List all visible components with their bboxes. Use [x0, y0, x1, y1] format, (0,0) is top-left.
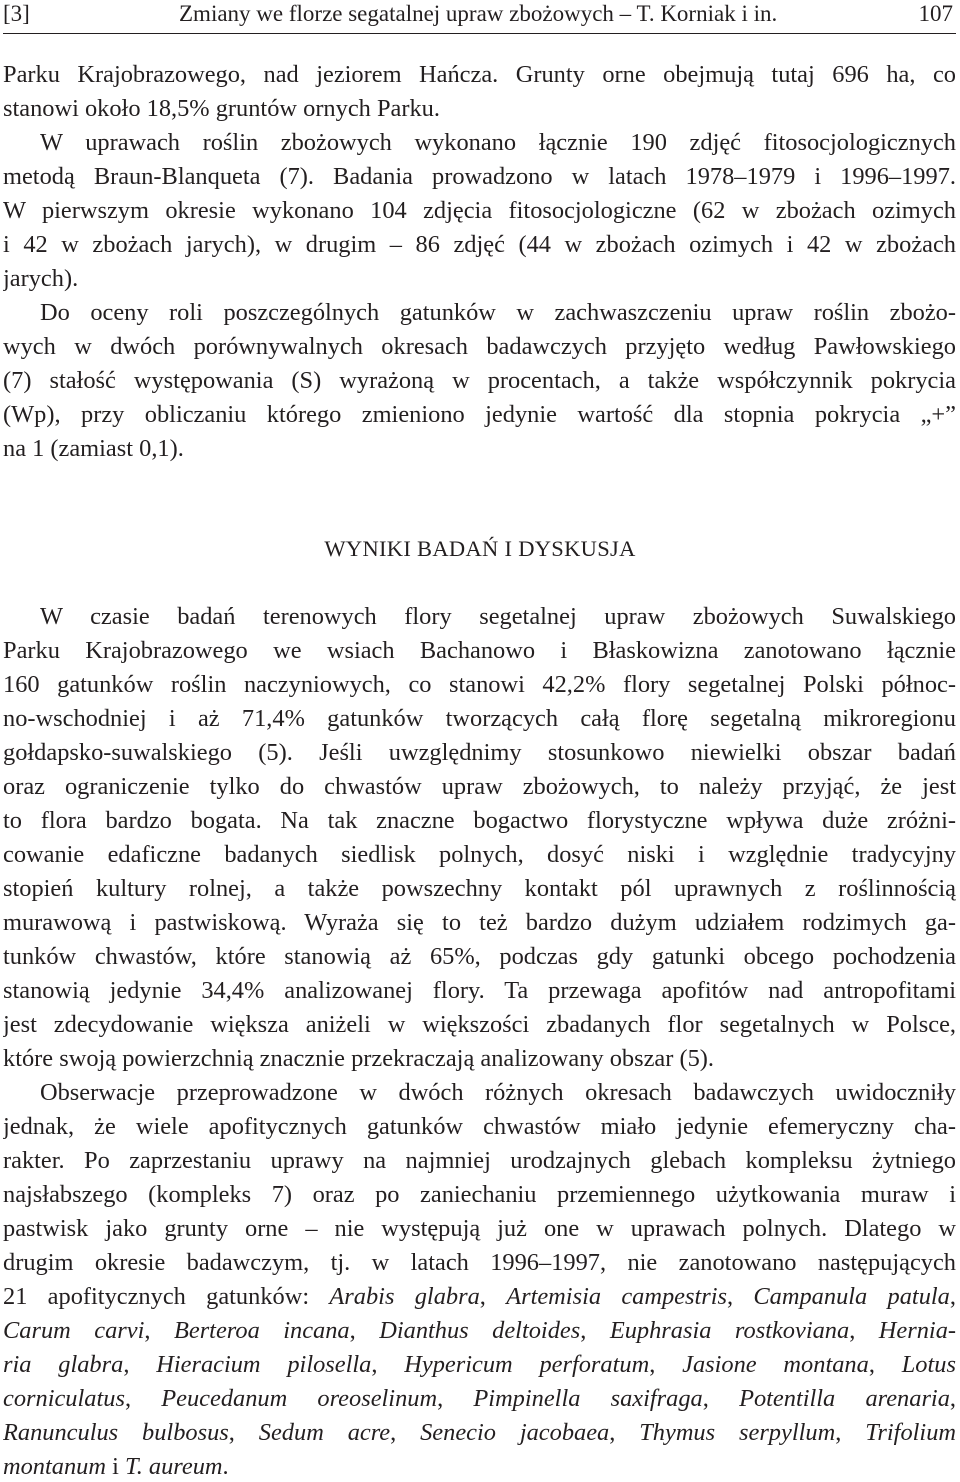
section-heading: WYNIKI BADAŃ I DYSKUSJA [324, 536, 636, 561]
species-line: ria glabra, Hieracium pilosella, Hypericum perforatum, Jasione montana, Lotus [3, 1351, 956, 1378]
text-line: Do oceny roli poszczególnych gatunków w zachwaszczeniu upraw roślin zbożo- [40, 299, 956, 326]
text-line: cowanie edaficzne badanych siedlisk polnych, dosyć niski i względnie tradycyjny [3, 841, 956, 868]
text-line: jednak, że wiele apofitycznych gatunków chwastów miało jedynie efemeryczny cha- [3, 1113, 956, 1140]
species-name: Hypericum perforatum [404, 1351, 650, 1378]
species-name: corniculatus [3, 1385, 125, 1412]
text-line: i 42 w zbożach jarych), w drugim – 86 zdjęć (44 w zbożach ozimych i 42 w zbożach [3, 231, 956, 258]
text-line: (Wp), przy obliczaniu którego zmieniono jedynie wartość dla stopnia pokrycia „+” [3, 401, 956, 428]
text-line: Parku Krajobrazowego, nad jeziorem Hańcza. Grunty orne obejmują tutaj 696 ha, co [3, 61, 956, 88]
species-name: Hernia- [878, 1317, 956, 1344]
species-name: Senecio jacobaea [420, 1419, 610, 1446]
text-line: które swoją powierzchnią znacznie przekraczają analizowany obszar (5). [3, 1045, 715, 1072]
species-name: Campanula patula [753, 1283, 950, 1310]
text-line: W pierwszym okresie wykonano 104 zdjęcia fitosocjologiczne (62 w zbożach ozimych [3, 197, 956, 224]
text-line: (7) stałość występowania (S) wyrażoną w procentach, a także współczynnik pokrycia [3, 367, 956, 394]
species-line: corniculatus, Peucedanum oreoselinum, Pimpinella saxifraga, Potentilla arenaria, [3, 1385, 956, 1412]
species-name: Pimpinella saxifraga [473, 1385, 703, 1412]
species-name: Lotus [901, 1351, 956, 1378]
text-line: murawową i pastwiskową. Wyraża się to też bardzo dużym udziałem rodzimych ga- [3, 909, 956, 936]
running-header [3, 0, 956, 34]
text-line: gołdapsko-suwalskiego (5). Jeśli uwzględnimy stosunkowo niewielki obszar badań [3, 739, 956, 766]
species-intro: 21 apofitycznych gatunków: [3, 1283, 330, 1310]
species-name: Trifolium [865, 1419, 956, 1446]
species-line: Carum carvi, Berteroa incana, Dianthus deltoides, Euphrasia rostkoviana, Hernia- [3, 1317, 956, 1344]
text-line: W uprawach roślin zbożowych wykonano łącznie 190 zdjęć fitosocjologicznych [40, 129, 956, 156]
text-line: Parku Krajobrazowego we wsiach Bachanowo i Błaskowizna zanotowano łącznie [3, 637, 956, 664]
species-line: Ranunculus bulbosus, Sedum acre, Senecio jacobaea, Thymus serpyllum, Trifolium [3, 1419, 956, 1446]
text-line: stanowią jedynie 34,4% analizowanej flory. Ta przewaga apofitów nad antropofitami [3, 977, 956, 1004]
conjunction: i [105, 1453, 125, 1480]
text-line: pastwisk jako grunty orne – nie występują już one w uprawach polnych. Dlatego w [3, 1215, 956, 1242]
page-number: 107 [918, 1, 953, 26]
text-line: najsłabszego (kompleks 7) oraz po zaniechaniu przemiennego użytkowania muraw i [3, 1181, 956, 1208]
species-name: Artemisia campestris [506, 1283, 728, 1310]
section-number: [3] [3, 1, 30, 26]
species-name: Berteroa incana [173, 1317, 350, 1344]
text-line: drugim okresie badawczym, tj. w latach 1996–1997, nie zanotowano następujących [3, 1249, 956, 1276]
species-name: Thymus serpyllum [639, 1419, 836, 1446]
text-line: no-wschodniej i aż 71,4% gatunków tworzących całą florę segetalną mikroregionu [3, 705, 956, 732]
text-line: jarych). [3, 265, 79, 292]
species-name: Dianthus deltoides [379, 1317, 581, 1344]
species-name: Arabis glabra [329, 1283, 480, 1310]
species-name: ria glabra [3, 1351, 124, 1378]
text-line: oraz ograniczenie tylko do chwastów upraw zbożowych, to należy przyjąć, że jest [3, 773, 956, 800]
text-line: wych w dwóch porównywalnych okresach badawczych przyjęto według Pawłowskiego [3, 333, 956, 360]
species-name: Potentilla arenaria [739, 1385, 950, 1412]
text-line: W czasie badań terenowych flory segetalnej upraw zbożowych Suwalskiego [40, 603, 956, 630]
running-title: Zmiany we florze segatalnej upraw zbożowych – T. Korniak i in. [179, 1, 778, 26]
text-line: 160 gatunków roślin naczyniowych, co stanowi 42,2% flory segetalnej Polski północ- [3, 671, 956, 698]
species-name: Euphrasia rostkoviana [609, 1317, 850, 1344]
species-name: Ranunculus bulbosus [3, 1419, 229, 1446]
text-line: na 1 (zamiast 0,1). [3, 435, 184, 462]
text-line: jest zdecydowanie większa aniżeli w większości zbadanych flor segetalnych w Polsce, [3, 1011, 956, 1038]
species-line: 21 apofitycznych gatunków: Arabis glabra, Artemisia campestris, Campanula patula, [3, 1283, 956, 1310]
text-line: metodą Braun-Blanqueta (7). Badania prowadzono w latach 1978–1979 i 1996–1997. [3, 163, 956, 190]
species-name: Peucedanum oreoselinum [161, 1385, 438, 1412]
species-name: Jasione montana [682, 1351, 869, 1378]
species-name: Carum carvi [3, 1317, 145, 1344]
text-line: to flora bardzo bogata. Na tak znaczne bogactwo florystyczne wpływa duże zróżni- [3, 807, 956, 834]
species-name: T. aureum [124, 1453, 223, 1480]
species-line: montanum i T. aureum. [3, 1453, 229, 1480]
text-line: tunków chwastów, które stanowią aż 65%, podczas gdy gatunki obcego pochodzenia [3, 943, 956, 970]
species-name: Hieracium pilosella [156, 1351, 372, 1378]
species-name: Sedum acre [258, 1419, 391, 1446]
text-line: stanowi około 18,5% gruntów ornych Parku. [3, 95, 440, 122]
species-name: montanum [3, 1453, 106, 1480]
text-line: stopień kultury rolnej, a także powszechny kontakt pól uprawnych z roślinnością [3, 875, 956, 902]
text-line: rakter. Po zaprzestaniu uprawy na najmniej urodzajnych glebach kompleksu żytniego [3, 1147, 956, 1174]
text-line: Obserwacje przeprowadzone w dwóch różnych okresach badawczych uwidoczniły [40, 1079, 956, 1106]
